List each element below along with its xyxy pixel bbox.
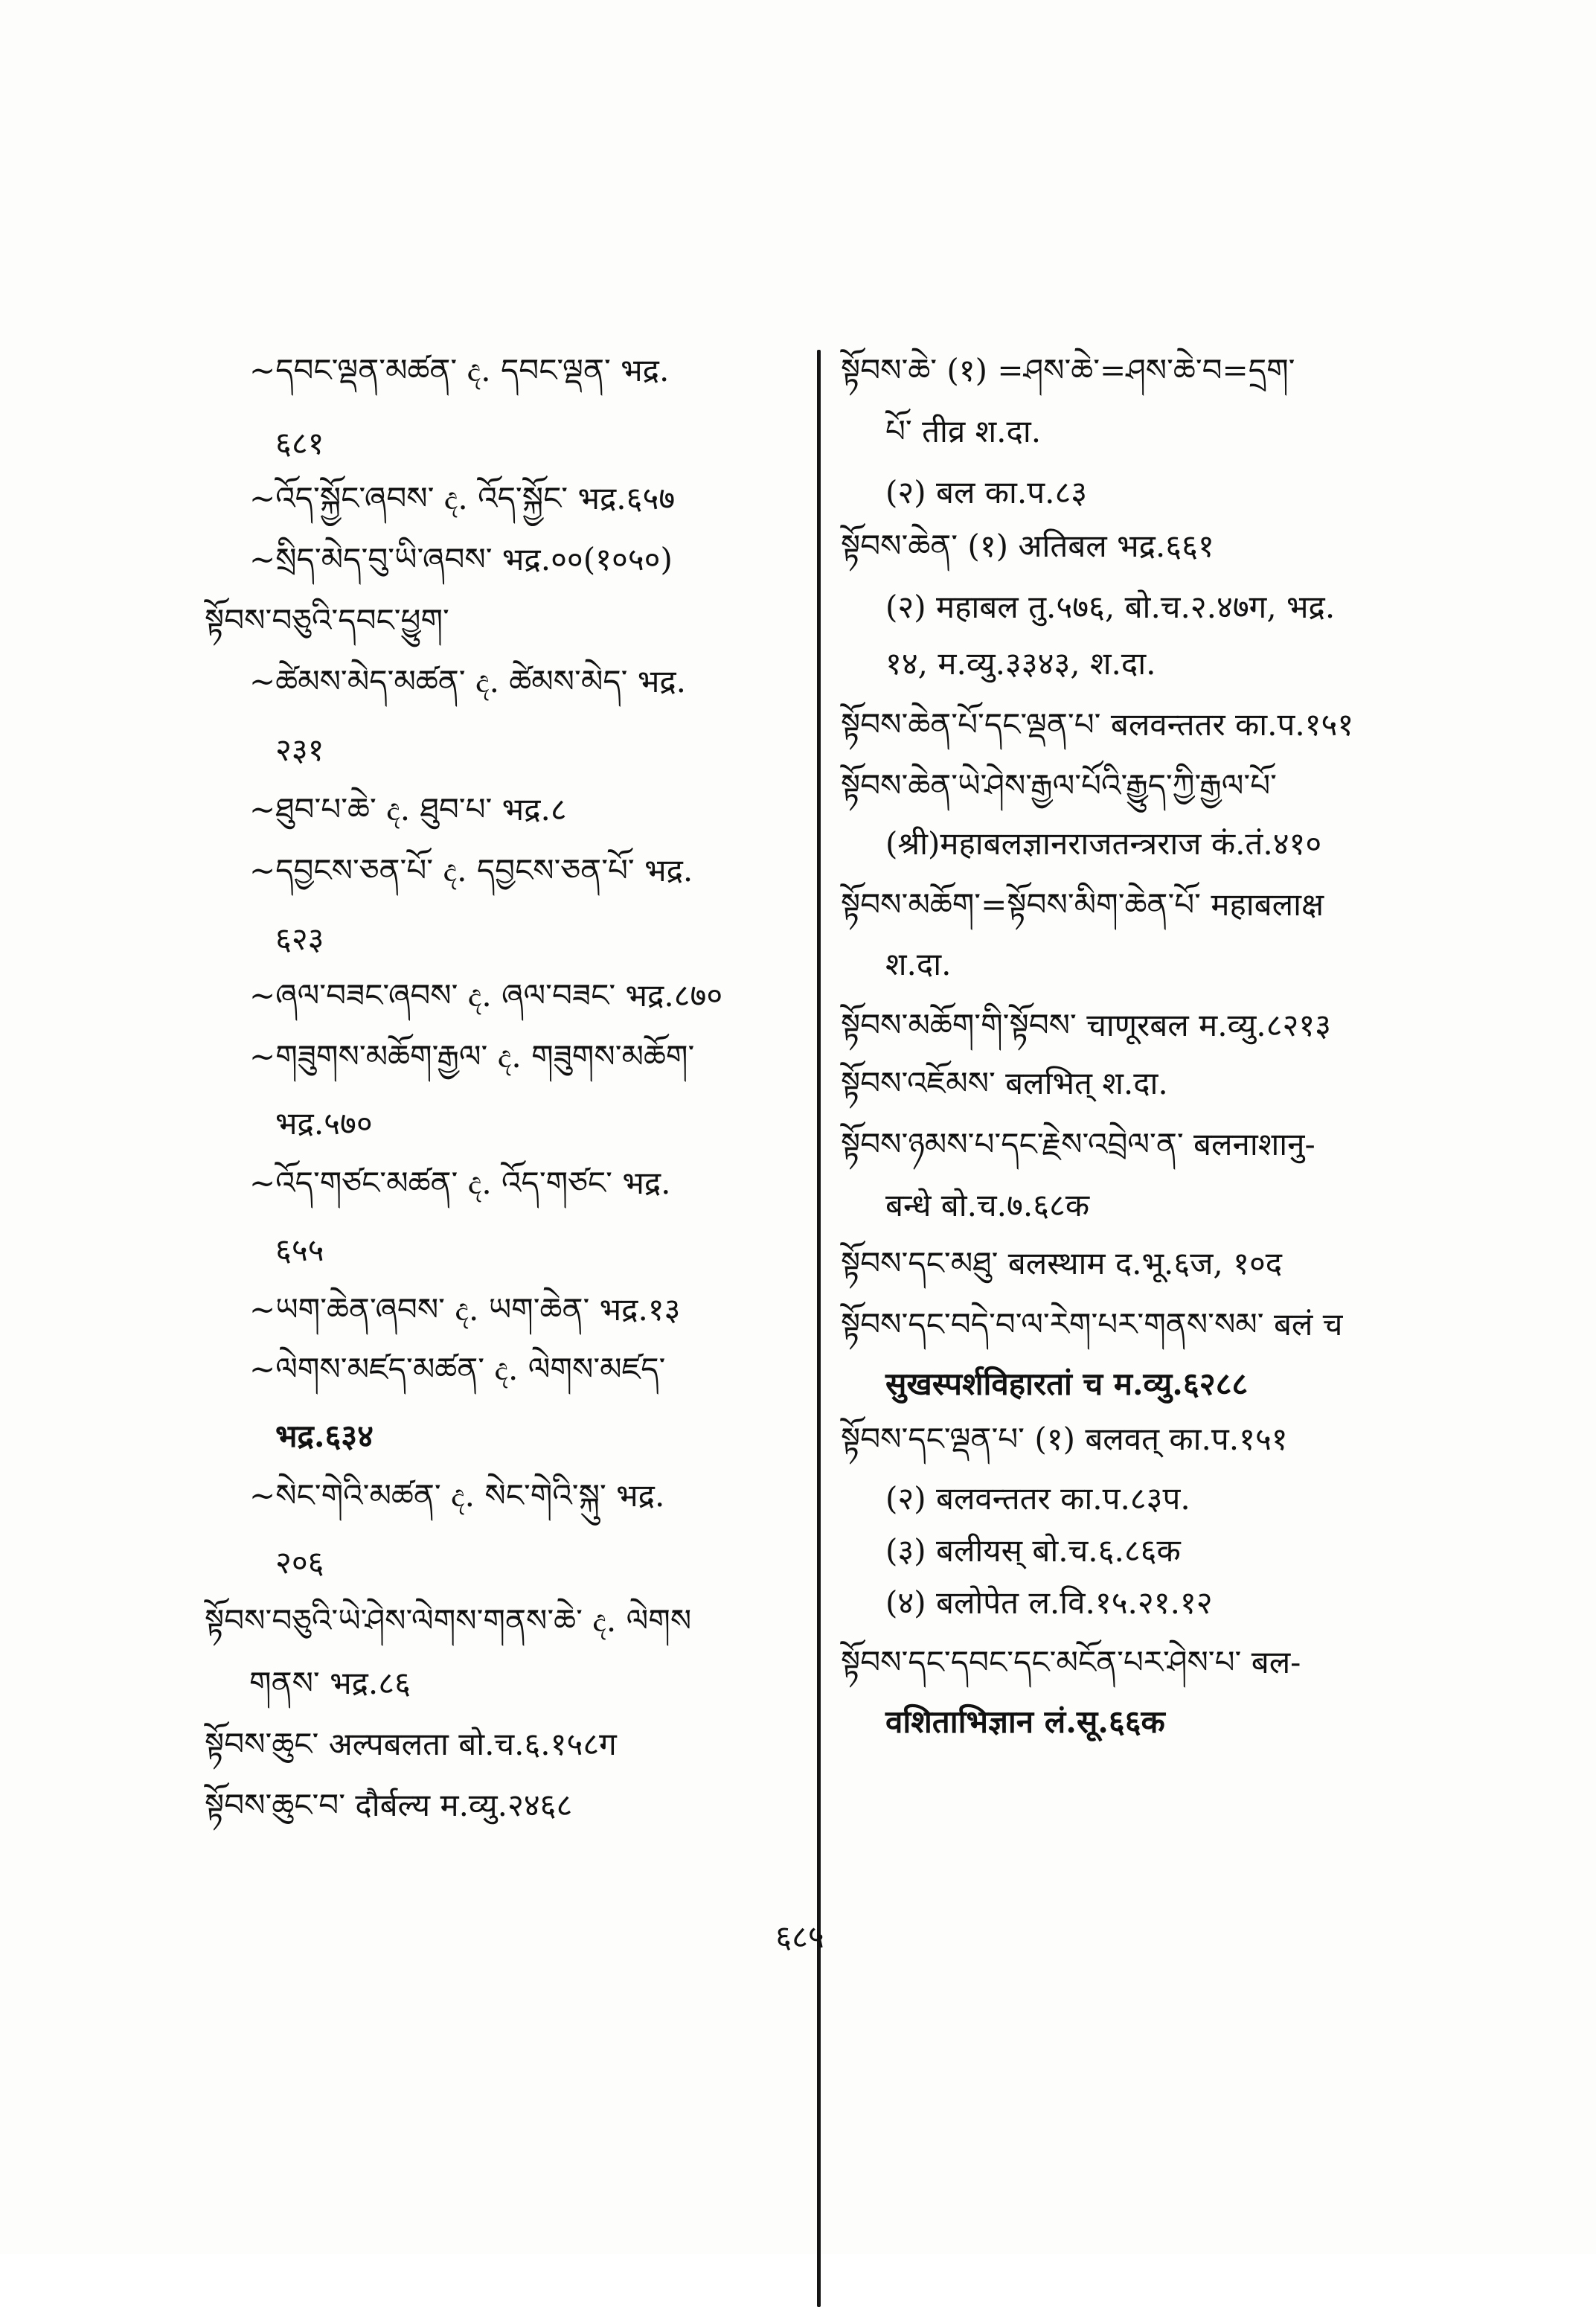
headword: སྟོབས་ཆེན་ (१) अतिबल भद्र.६६१ <box>841 528 1214 564</box>
entry-line: २३१ <box>275 732 324 768</box>
headword: སྟོབས་ཉམས་པ་དང་རྗེས་འབྲེལ་ན་ बलनाशानु- <box>841 1126 1315 1162</box>
entry-line: ~ལེགས་མཛད་མཚན་ ද. ལེགས་མཛད་ <box>249 1351 666 1387</box>
entry-line: २०६ <box>275 1544 324 1581</box>
entry-line: པོ་ तीव्र श.दा. <box>885 413 1042 449</box>
headword: སྟོབས་དང་མཐུ་ बलस्थाम द.भू.६ज, १०द <box>841 1245 1283 1282</box>
entry-line: ~ཡག་ཆེན་ཞབས་ ද. ཡག་ཆེན་ भद्र.१३ <box>249 1291 681 1328</box>
headword: སྟོབས་འཇོམས་ बलभित् श.दा. <box>841 1065 1168 1101</box>
headword: སྟོབས་མཆོག་=སྟོབས་མིག་ཆེན་པོ་ महाबलाक्ष <box>841 886 1324 923</box>
entry-line: ~འོད་སྐྱོང་ཞབས་ ද. འོད་སྐྱོང་ भद्र.६५७ <box>249 480 676 516</box>
column-divider <box>817 350 821 2307</box>
headword: སྟོབས་བཅུའི་དབང་ཕྱུག་ <box>205 602 449 639</box>
entry-line: (श्री)महाबलज्ञानराजतन्त्रराज कं.तं.४१० <box>885 825 1322 862</box>
headword: སྟོབས་ཆེ་ (१) =ཤས་ཆེ་=ཤས་ཆེ་བ=དྲག་ <box>841 352 1295 388</box>
headword: སྟོབས་དང་ལྡན་པ་ (१) बलवत् का.प.१५१ <box>841 1421 1288 1457</box>
entry-line: (२) बलवन्ततर का.प.८३प. <box>885 1480 1190 1517</box>
entry-line: बन्धे बो.च.७.६८क <box>885 1187 1090 1223</box>
entry-line: ~དབྱངས་ཅན་པོ་ ද. དབྱངས་ཅན་པོ་ भद्र. <box>249 852 693 889</box>
entry-line: ६२३ <box>275 921 324 957</box>
entry-line: ~གཟུགས་མཆོག་རྒྱལ་ ද. གཟུགས་མཆོག་ <box>249 1038 695 1075</box>
entry-line: (३) बलीयस् बो.च.६.८६क <box>885 1532 1181 1569</box>
entry-line: सुखस्पर्शविहारतां च म.व्यु.६२८८ <box>885 1366 1249 1402</box>
entry-line: ~ཚེམས་མེད་མཚན་ ද. ཚེམས་མེད་ भद्र. <box>249 663 687 700</box>
entry-line: (२) बल का.प.८३ <box>885 474 1088 511</box>
entry-line: भद्र.६३४ <box>275 1418 374 1454</box>
entry-line: ~འོད་གཙང་མཚན་ ද. འོད་གཙང་ भद्र. <box>249 1165 671 1201</box>
entry-line: (४) बलोपेत ल.वि.१५.२१.१२ <box>885 1584 1213 1621</box>
entry-line: ~སེང་གེའི་མཚན་ ද. སེང་གེའི་སྐུ་ भद्र. <box>249 1477 665 1514</box>
entry-line: ~དབང་ལྡན་མཚན་ ද. དབང་ལྡན་ भद्र. <box>249 352 670 388</box>
headword: སྟོབས་དང་བདེ་བ་ལ་རེག་པར་གནས་སམ་ बलं च <box>841 1306 1343 1343</box>
headword: སྟོབས་མཆོག་གི་སྟོབས་ चाणूरबल म.व्यु.८२१३ <box>841 1007 1332 1043</box>
headword: སྟོབས་ཆུང་བ་ दौर्बल्य म.व्यु.२४६८ <box>205 1787 573 1823</box>
entry-line: གནས་ भद्र.८६ <box>249 1665 411 1701</box>
entry-line: ~ཐུབ་པ་ཆེ་ ද. ཐུབ་པ་ भद्र.८ <box>249 791 567 828</box>
entry-line: श.दा. <box>885 946 952 982</box>
headword: སྟོབས་ཆེན་པོ་དང་ལྡན་པ་ बलवन्ततर का.प.१५१ <box>841 706 1354 743</box>
entry-line: वशिताभिज्ञान लं.सू.६६क <box>885 1703 1165 1740</box>
headword: སྟོབས་བཅུའི་ཡེ་ཤེས་ལེགས་གནས་ཆེ་ ද. ལེགས <box>205 1602 692 1639</box>
entry-line: १४, म.व्यु.३३४३, श.दा. <box>885 645 1156 682</box>
page-number: ६८५ <box>775 1919 824 1955</box>
headword: སྟོབས་ཆུང་ अल्पबलता बो.च.६.१५८ग <box>205 1726 617 1762</box>
headword: སྟོབས་ཆེན་ཡེ་ཤེས་རྒྱལ་པོའི་རྒྱུད་ཀྱི་རྒྱལ་པོ་ <box>841 767 1277 804</box>
entry-line: ~སྲིད་མེད་བུ་ཡི་ཞབས་ भद्र.००(१०५०) <box>249 541 673 577</box>
entry-line: (२) महाबल तु.५७६, बो.च.२.४७ग, भद्र. <box>885 589 1336 625</box>
entry-line: ६८१ <box>275 425 324 461</box>
entry-line: ६५५ <box>275 1232 324 1268</box>
entry-line: ~ཞལ་བཟང་ཞབས་ ද. ཞལ་བཟང་ भद्र.८७० <box>249 977 723 1014</box>
entry-line: भद्र.५७० <box>275 1105 373 1142</box>
headword: སྟོབས་དང་དབང་དང་མངོན་པར་ཤེས་པ་ बल- <box>841 1644 1301 1680</box>
